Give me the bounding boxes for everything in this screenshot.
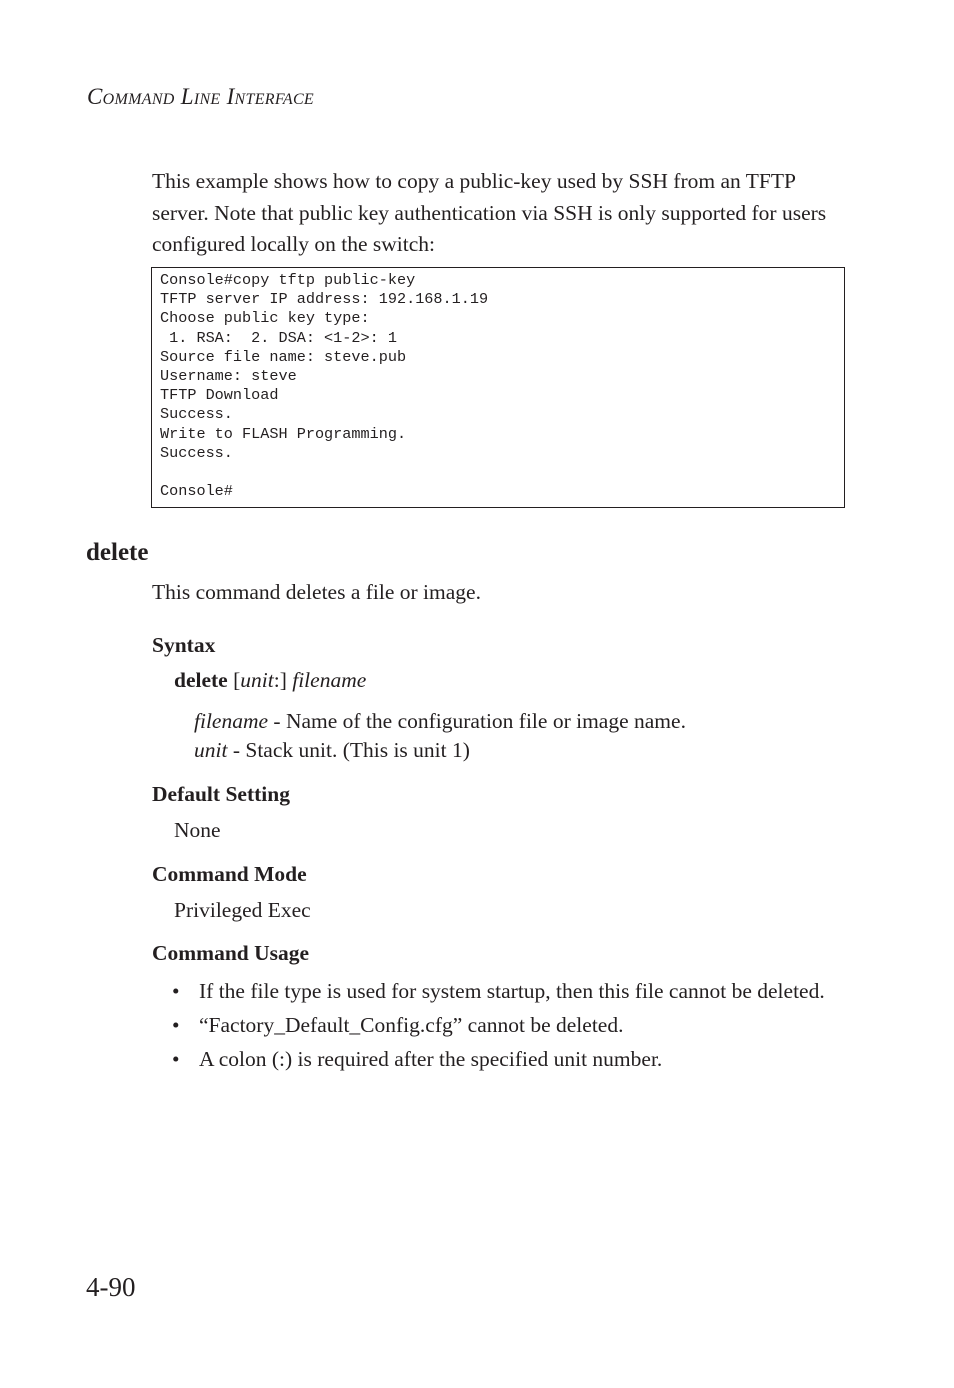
page-number: 4-90 (86, 1272, 136, 1302)
list-item: • If the file type is used for system startup, then this file cannot be deleted. (172, 979, 825, 1003)
running-header: COMMAND LINE INTERFACE (87, 84, 314, 109)
command-title: delete (86, 539, 149, 566)
command-mode-value: Privileged Exec (174, 898, 311, 922)
command-description: This command deletes a file or image. (152, 580, 481, 604)
default-setting-value: None (174, 818, 221, 842)
syntax-line: delete [unit:] filename (174, 668, 367, 692)
usage-list (172, 977, 852, 1079)
code-example-box (151, 267, 845, 508)
param-unit: unit - Stack unit. (This is unit 1) (194, 738, 470, 762)
syntax-heading: Syntax (152, 633, 216, 657)
default-setting-heading: Default Setting (152, 782, 290, 806)
list-item: • “Factory_Default_Config.cfg” cannot be deleted. (172, 1013, 624, 1037)
list-item: • A colon (:) is required after the specified unit number. (172, 1047, 663, 1071)
syntax-filename: filename (292, 668, 367, 692)
intro-paragraph: This example shows how to copy a public-key used by SSH from an TFTP server. Note that public key authentication via SSH is only supported for users configured locally on the switch: (152, 169, 827, 256)
command-mode-heading: Command Mode (152, 862, 307, 886)
command-usage-heading: Command Usage (152, 941, 310, 965)
syntax-unit: unit (240, 668, 274, 692)
syntax-keyword: delete (174, 668, 228, 692)
code-example: Console#copy tftp public-key TFTP server IP address: 192.168.1.19 Choose public key type: 1. RSA: 2. DSA: <1-2>: 1 Source file name: steve.pub Username: steve TFTP Download Success. Write to FLASH Programming. Success. Console# (160, 271, 489, 501)
param-filename: filename - Name of the configuration file or image name. (194, 709, 686, 733)
